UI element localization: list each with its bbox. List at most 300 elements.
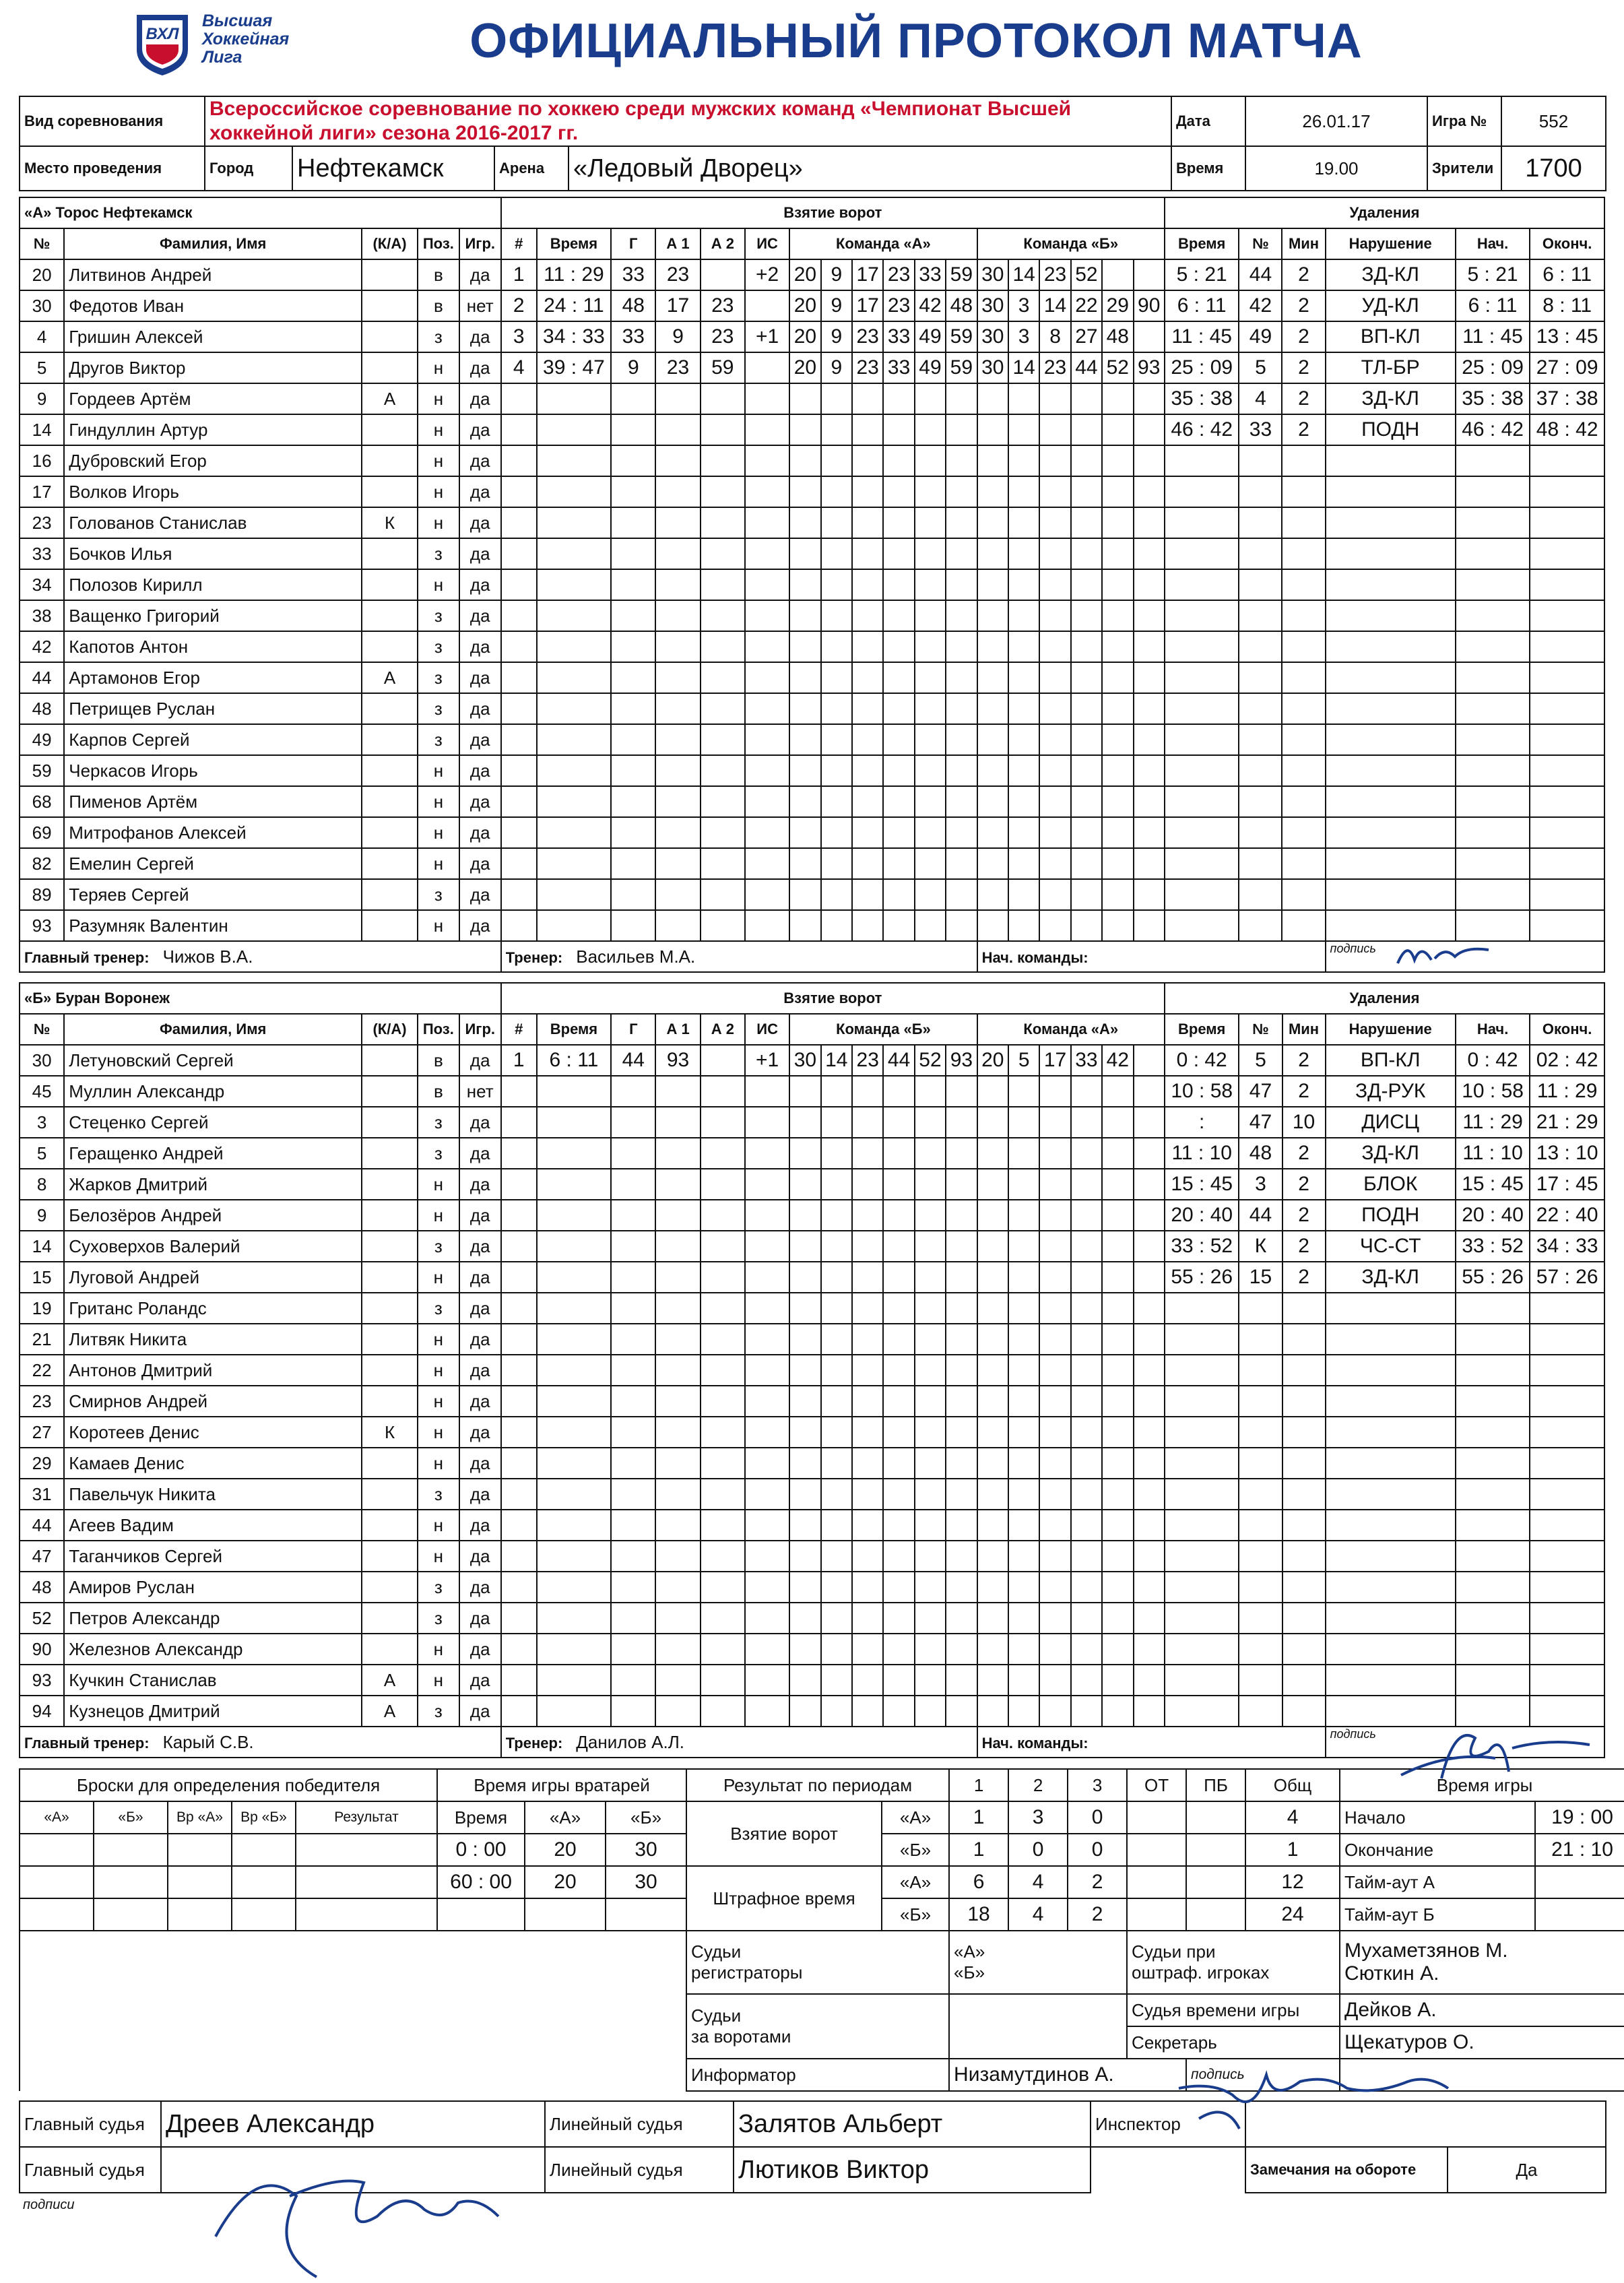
goals-b-total: 1 [1245,1834,1340,1866]
penalty-end: 34 : 33 [1530,1231,1604,1262]
penalty-start [1456,538,1530,569]
onice-opp-player [977,1169,1008,1200]
goal-assist-1 [655,910,700,941]
goal-time [537,755,611,786]
goal-time: 24 : 11 [537,290,611,321]
onice-own-player [789,786,820,817]
penalty-minutes: 2 [1282,383,1325,414]
goal-situation [745,1572,789,1603]
goal-assist-1 [655,538,700,569]
goal-time [537,569,611,600]
penalty-end [1530,1665,1604,1696]
onice-own-player [789,1665,820,1696]
penalty-time: 11 : 45 [1165,321,1239,352]
penalty-minutes: 2 [1282,1076,1326,1107]
player-number: 93 [20,910,64,941]
col-pen-violation: Нарушение [1326,228,1456,259]
player-number: 94 [20,1696,64,1727]
onice-own-player [821,414,852,445]
penalty-violation: ПОДН [1326,1200,1456,1231]
onice-own-player [946,1231,977,1262]
onice-own-player [946,879,977,910]
penalty-start [1456,879,1530,910]
player-played: да [459,1293,501,1324]
col-pen-time: Время [1165,228,1239,259]
onice-own-player [915,1417,946,1448]
onice-opp-player [1039,1262,1070,1293]
penalty-minutes: 2 [1282,1262,1326,1293]
goal-assist-1 [655,600,700,631]
penalty-minutes [1282,1293,1326,1324]
onice-opp-player [1134,1665,1165,1696]
onice-opp-player [1008,414,1039,445]
penalty-violation [1326,631,1456,662]
main-referee-2-label: Главный судья [20,2147,161,2193]
penalty-player [1239,1634,1282,1665]
player-played: да [459,476,501,507]
onice-opp-player [1102,879,1133,910]
player-name: Митрофанов Алексей [64,817,362,848]
penalty-time [1165,755,1239,786]
onice-own-player [852,1107,883,1138]
onice-own-player [821,786,852,817]
onice-opp-player [977,1510,1008,1541]
onice-opp-player [1134,414,1165,445]
onice-opp-player: 23 [1039,259,1070,290]
player-row [20,1355,1604,1386]
onice-opp-player [1134,383,1165,414]
onice-own-player [883,1076,914,1107]
onice-own-player [883,1169,914,1200]
onice-own-player [789,1293,820,1324]
penalty-violation: ЗД-КЛ [1326,1138,1456,1169]
shootout-goalie-b-header: Вр «Б» [232,1801,296,1834]
player-role [362,879,418,910]
onice-opp-player [1102,259,1133,290]
penalty-end [1530,1324,1604,1355]
goal-number [501,1634,537,1665]
onice-own-player [852,383,883,414]
player-number: 19 [20,1293,64,1324]
goal-scorer [611,1479,655,1510]
onice-own-player [883,1262,914,1293]
timeout-a-label: Тайм-аут А [1340,1866,1535,1898]
penalty-player [1239,1696,1282,1727]
onice-own-player [852,1355,883,1386]
onice-opp-player: 23 [1039,352,1070,383]
onice-opp-player [1071,1169,1102,1200]
goal-assist-2 [701,1603,745,1634]
penalty-minutes: 2 [1282,1231,1326,1262]
penalty-time [1165,693,1239,724]
onice-opp-player [1008,383,1039,414]
shootout-title: Броски для определения победителя [20,1769,437,1801]
goal-number [501,1107,537,1138]
player-played: да [459,1448,501,1479]
goal-scorer [611,383,655,414]
penalty-violation [1326,1665,1456,1696]
penalty-violation [1326,848,1456,879]
onice-own-player: 93 [946,1045,977,1076]
goal-number: 4 [501,352,537,383]
goal-time [537,1138,611,1169]
onice-opp-player [1102,1231,1133,1262]
player-position: н [418,1665,459,1696]
onice-own-player [789,1386,820,1417]
league-line-3: Лига [202,48,242,67]
pim-a-p3: 2 [1068,1866,1127,1898]
penalty-start [1456,1386,1530,1417]
penalty-minutes: 2 [1282,1169,1326,1200]
penalty-player [1239,476,1282,507]
onice-own-player [946,1386,977,1417]
onice-own-player [946,631,977,662]
onice-own-player [852,414,883,445]
goal-scorer [611,755,655,786]
onice-opp-player [1071,414,1102,445]
onice-own-player [883,538,914,569]
player-role [362,538,418,569]
goal-number [501,1324,537,1355]
onice-opp-player [1102,476,1133,507]
goal-assist-1 [655,1107,700,1138]
col-pen-start: Нач. [1456,1014,1530,1045]
player-played: да [459,910,501,941]
onice-own-player [915,1262,946,1293]
goal-scorer [611,1262,655,1293]
onice-own-player [852,1262,883,1293]
col-situation: ИС [745,1014,789,1045]
penalty-end [1530,1293,1604,1324]
player-position: з [418,724,459,755]
penalty-end [1530,538,1604,569]
player-position: н [418,1355,459,1386]
goal-scorer [611,476,655,507]
penalty-time: 6 : 11 [1165,290,1239,321]
goal-assist-2: 23 [701,321,745,352]
pim-b-p2: 4 [1008,1898,1068,1931]
onice-opp-player [1039,817,1070,848]
onice-own-player [883,1448,914,1479]
goal-situation [745,569,789,600]
goal-number [501,1479,537,1510]
onice-opp-player [1134,755,1165,786]
player-name: Черкасов Игорь [64,755,362,786]
penalty-violation: ДИСЦ [1326,1107,1456,1138]
penalty-end [1530,600,1604,631]
penalty-start: 55 : 26 [1456,1262,1530,1293]
header [0,0,1624,88]
onice-own-player [946,1324,977,1355]
penalty-player: 47 [1239,1076,1282,1107]
penalty-violation [1326,1541,1456,1572]
onice-own-player: 20 [789,290,820,321]
onice-opp-player: 30 [977,290,1008,321]
onice-own-player [883,1386,914,1417]
player-role [362,1231,418,1262]
onice-opp-player [977,600,1008,631]
goal-scorer [611,1448,655,1479]
goal-number [501,1386,537,1417]
onice-opp-player [977,1231,1008,1262]
onice-opp-player [1008,1417,1039,1448]
penalty-end [1530,910,1604,941]
player-name: Камаев Денис [64,1448,362,1479]
goal-time [537,1634,611,1665]
player-number: 5 [20,1138,64,1169]
onice-own-player [821,693,852,724]
onice-opp-player [1039,1603,1070,1634]
onice-opp-player [1008,1603,1039,1634]
goal-scorer [611,1696,655,1727]
goal-scorer [611,1200,655,1231]
penalty-minutes: 2 [1282,321,1325,352]
onice-opp-player [1071,1107,1102,1138]
penalty-start [1456,507,1530,538]
player-number: 22 [20,1355,64,1386]
player-name: Суховерхов Валерий [64,1231,362,1262]
onice-own-player [915,693,946,724]
onice-opp-player [1008,569,1039,600]
player-row [20,817,1604,848]
onice-opp-player [1071,600,1102,631]
goal-situation [745,538,789,569]
pim-by-period-label: Штрафное время [686,1866,882,1931]
onice-own-player [883,1603,914,1634]
onice-own-player [789,1417,820,1448]
onice-opp-player [1071,1696,1102,1727]
player-position: н [418,1510,459,1541]
penalty-start: 46 : 42 [1456,414,1530,445]
player-role [362,600,418,631]
player-name: Волков Игорь [64,476,362,507]
player-row [20,1231,1604,1262]
col-onice-own: Команда «А» [789,228,977,259]
goal-assist-1 [655,1169,700,1200]
goal-assist-2 [701,1355,745,1386]
goal-scorer [611,414,655,445]
main-referee-2-name [161,2147,545,2193]
player-row [20,538,1604,569]
onice-own-player: 9 [821,352,852,383]
player-name: Луговой Андрей [64,1262,362,1293]
onice-own-player [883,1634,914,1665]
onice-opp-player [1102,383,1133,414]
penalty-player [1239,445,1282,476]
goal-assist-2 [701,1479,745,1510]
shootout-goalie-a-header: Вр «А» [168,1801,232,1834]
onice-own-player [946,1603,977,1634]
goalie-time-header: Время [437,1801,525,1834]
penalty-player [1239,693,1282,724]
onice-opp-player [1039,1355,1070,1386]
player-row [20,1138,1604,1169]
team-title: «А» Торос Нефтекамск [20,197,501,228]
penalty-end [1530,1417,1604,1448]
player-number: 30 [20,290,64,321]
player-role: А [362,1665,418,1696]
onice-opp-player: 44 [1071,352,1102,383]
onice-opp-player [1039,1293,1070,1324]
onice-opp-player [1102,1200,1133,1231]
onice-opp-player: 8 [1039,321,1070,352]
player-row [20,569,1604,600]
penalty-time [1165,507,1239,538]
penalty-player: 3 [1239,1169,1282,1200]
goal-scorer [611,538,655,569]
linesman-2-label: Линейный судья [545,2147,734,2193]
onice-own-player [883,1138,914,1169]
onice-opp-player [1039,1448,1070,1479]
player-played: да [459,445,501,476]
pim-b-ot [1127,1898,1186,1931]
onice-own-player [789,755,820,786]
onice-opp-player [1008,1231,1039,1262]
penalty-time: 33 : 52 [1165,1231,1239,1262]
goal-number [501,1448,537,1479]
penalty-player: 4 [1239,383,1282,414]
onice-opp-player [977,476,1008,507]
player-number: 5 [20,352,64,383]
onice-opp-player [1039,1417,1070,1448]
goal-situation [745,1696,789,1727]
goal-situation [745,1541,789,1572]
onice-own-player [821,1510,852,1541]
onice-own-player: 49 [915,352,946,383]
onice-own-player [821,724,852,755]
penalty-minutes [1282,1479,1326,1510]
onice-own-player: 30 [789,1045,820,1076]
onice-own-player [789,910,820,941]
onice-opp-player [1008,1076,1039,1107]
goals-team-a-label: «А» [882,1801,949,1834]
goal-assist-2 [701,1293,745,1324]
player-played: да [459,1200,501,1231]
onice-own-player [789,693,820,724]
onice-opp-player: 3 [1008,321,1039,352]
player-name: Коротеев Денис [64,1417,362,1448]
player-number: 42 [20,631,64,662]
player-name: Кузнецов Дмитрий [64,1696,362,1727]
player-played: да [459,321,501,352]
player-name: Муллин Александр [64,1076,362,1107]
onice-own-player [946,1696,977,1727]
onice-opp-player [1102,631,1133,662]
goal-scorer [611,662,655,693]
player-played: да [459,662,501,693]
player-number: 52 [20,1603,64,1634]
onice-own-player: 33 [883,321,914,352]
onice-opp-player [1039,445,1070,476]
goals-a-p2: 3 [1008,1801,1068,1834]
goal-time [537,1510,611,1541]
goal-time [537,1169,611,1200]
onice-opp-player [1102,1076,1133,1107]
penalty-time [1165,817,1239,848]
onice-opp-player [1071,1510,1102,1541]
onice-own-player [946,1665,977,1696]
onice-own-player [789,1107,820,1138]
penalty-minutes [1282,1417,1326,1448]
onice-own-player [946,383,977,414]
onice-own-player [789,600,820,631]
penalty-violation [1326,476,1456,507]
player-position: з [418,693,459,724]
onice-own-player [946,507,977,538]
onice-opp-player [1039,786,1070,817]
penalty-player [1239,1324,1282,1355]
player-role: А [362,1696,418,1727]
onice-own-player [789,1572,820,1603]
player-position: н [418,1200,459,1231]
goal-assist-1 [655,1138,700,1169]
penalty-start [1456,1603,1530,1634]
onice-own-player: 44 [883,1045,914,1076]
goal-number [501,1293,537,1324]
col-pen-min: Мин [1282,228,1325,259]
goal-assist-1 [655,1510,700,1541]
onice-own-player: 23 [883,290,914,321]
penalty-minutes [1282,879,1325,910]
col-assist-2: А 2 [701,1014,745,1045]
onice-opp-player [977,507,1008,538]
goal-assist-1 [655,1262,700,1293]
player-role [362,910,418,941]
player-number: 44 [20,1510,64,1541]
goal-assist-2 [701,1138,745,1169]
goal-scorer [611,1510,655,1541]
col-played: Игр. [459,228,501,259]
player-row [20,1665,1604,1696]
player-row [20,1572,1604,1603]
city-label: Город [205,146,292,191]
onice-own-player: 59 [946,352,977,383]
pim-team-a-label: «А» [882,1866,949,1898]
onice-own-player [883,1572,914,1603]
onice-own-player: 33 [883,352,914,383]
player-name: Артамонов Егор [64,662,362,693]
player-position: в [418,259,459,290]
onice-opp-player [1134,1107,1165,1138]
player-position: з [418,879,459,910]
onice-own-player [883,755,914,786]
player-position: н [418,507,459,538]
player-position: н [418,817,459,848]
onice-opp-player [1039,414,1070,445]
onice-opp-player [1039,1076,1070,1107]
onice-own-player [883,817,914,848]
penalty-violation [1326,1510,1456,1541]
penalty-minutes [1282,662,1325,693]
player-name: Ващенко Григорий [64,600,362,631]
goalie-row-1-a: 20 [525,1834,606,1866]
onice-opp-player [1071,879,1102,910]
goal-assist-1 [655,817,700,848]
onice-opp-player [1102,1355,1133,1386]
onice-own-player [915,848,946,879]
goal-situation [745,879,789,910]
goal-assist-2 [701,724,745,755]
penalty-player: 42 [1239,290,1282,321]
penalty-violation [1326,1603,1456,1634]
onice-own-player: 23 [852,352,883,383]
onice-own-player [789,879,820,910]
onice-own-player [789,1510,820,1541]
goal-situation [745,1107,789,1138]
goal-number [501,1355,537,1386]
onice-opp-player [1071,786,1102,817]
referees-table [19,2100,1606,2193]
